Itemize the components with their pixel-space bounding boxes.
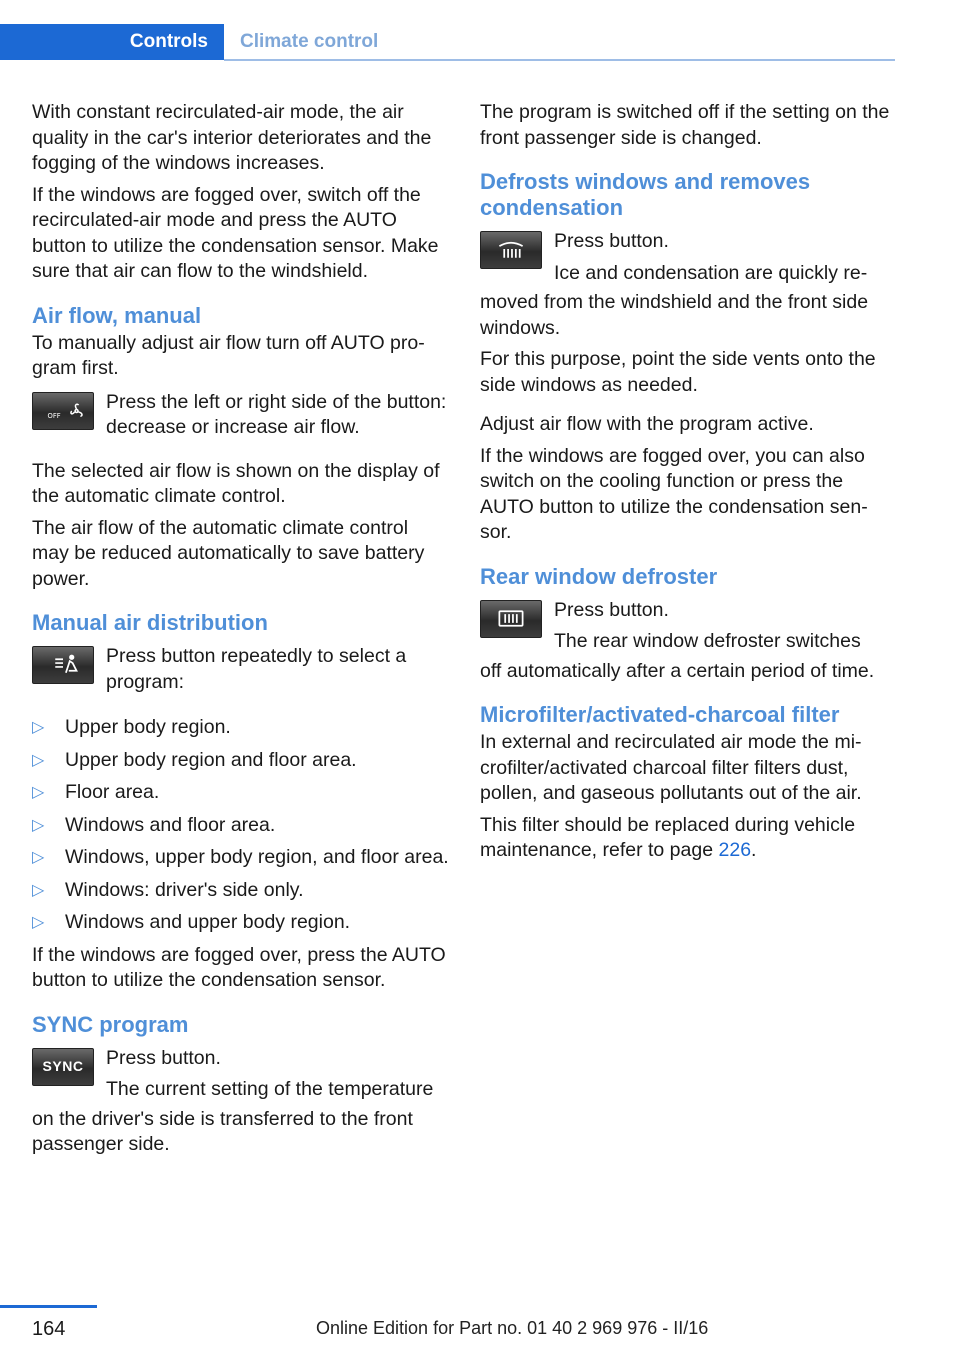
list-item: ▷ Windows: driver's side only. bbox=[32, 878, 450, 904]
bullet-triangle-icon: ▷ bbox=[32, 849, 45, 866]
button-description: The current setting of the temperature bbox=[106, 1078, 434, 1100]
left-column bbox=[32, 100, 450, 1164]
windshield-defrost-icon bbox=[481, 231, 541, 269]
sync-button-image bbox=[32, 1048, 94, 1086]
air-flow-button-image bbox=[32, 392, 94, 430]
paragraph: Adjust air flow with the program active. bbox=[480, 413, 814, 435]
paragraph: If the windows are fogged over, you can also switch on the cooling function or press the AUTO button to utilize the condensation sensor. bbox=[480, 444, 868, 543]
heading-sync-program: SYNC program bbox=[32, 1011, 189, 1037]
paragraph: on the driver's side is transferred to the front passenger side. bbox=[32, 1107, 413, 1155]
rear-defroster-button-image bbox=[480, 600, 542, 638]
tab-controls[interactable]: Controls bbox=[0, 24, 224, 60]
tab-climate-control[interactable]: Climate control bbox=[240, 31, 379, 52]
button-description: Press button repeatedly to select a program: bbox=[106, 645, 407, 693]
page-number: 164 bbox=[32, 1318, 66, 1340]
list-item: ▷ Windows and upper body region. bbox=[32, 910, 450, 936]
air-distribution-button-image bbox=[32, 646, 94, 684]
list-item: ▷ Floor area. bbox=[32, 780, 450, 806]
air-distribution-icon bbox=[33, 646, 93, 684]
fan-icon bbox=[71, 404, 82, 416]
button-description: Press button. bbox=[554, 230, 669, 252]
footer-edition: Online Edition for Part no. 01 40 2 969 976 - II/16 bbox=[316, 1318, 709, 1338]
distribution-button-row bbox=[32, 644, 450, 701]
bullet-triangle-icon: ▷ bbox=[32, 816, 45, 834]
button-description: Press button. bbox=[554, 598, 669, 621]
sync-button-row bbox=[32, 1046, 450, 1109]
paragraph: For this purpose, point the side vents onto the side windows as needed. bbox=[480, 348, 876, 396]
defrost-button-image bbox=[480, 231, 542, 269]
paragraph: The air flow of the automatic climate control may be reduced automatically to save battery power. bbox=[32, 516, 425, 590]
rear-defroster-button-row bbox=[480, 598, 890, 661]
air-flow-button-row bbox=[32, 390, 450, 447]
heading-defrost: Defrosts windows and removes condensation bbox=[480, 169, 811, 220]
paragraph: To manually adjust air flow turn off AUTO program first. bbox=[32, 331, 425, 379]
button-description: Press the left or right side of the button: decrease or increase air flow. bbox=[106, 390, 447, 438]
heading-rear-window-defroster: Rear window defroster bbox=[480, 563, 718, 589]
button-description: Press button. bbox=[106, 1046, 221, 1069]
list-item: ▷ Upper body region. bbox=[32, 715, 450, 741]
paragraph: moved from the windshield and the front side windows. bbox=[480, 291, 869, 339]
heading-manual-air-distribution: Manual air distribution bbox=[32, 610, 268, 635]
program-list bbox=[32, 715, 450, 936]
button-description: The rear window defroster switches bbox=[554, 630, 861, 652]
list-item: ▷ Upper body region and floor area. bbox=[32, 748, 450, 774]
heading-microfilter: Microfilter/activated-charcoal filter bbox=[480, 702, 840, 727]
bullet-triangle-icon: ▷ bbox=[32, 719, 45, 736]
page-number-bar bbox=[0, 1305, 97, 1308]
paragraph: In external and recirculated air mode the microfilter/activated charcoal filter filters dust, pollen, and gaseous pollutants out of the air. bbox=[480, 731, 862, 804]
off-label: OFF bbox=[47, 411, 61, 420]
list-item: ▷ Windows and floor area. bbox=[32, 813, 450, 839]
heading-air-flow: Air flow, manual bbox=[32, 302, 202, 328]
list-item: ▷ Windows, upper body region, and floor area. bbox=[32, 845, 450, 871]
sync-label: SYNC bbox=[42, 1057, 84, 1074]
paragraph: This filter should be replaced during vehicle maintenance, refer to page 226. bbox=[480, 813, 856, 861]
rear-defrost-icon bbox=[481, 600, 541, 638]
button-description: Ice and condensation are quickly re‑ bbox=[554, 261, 868, 284]
right-column bbox=[480, 100, 890, 870]
paragraph: If the windows are fogged over, switch off the recirculated-air mode and press the AUTO button to utilize the condensation sensor. Make sure that air can flow to the windshield. bbox=[32, 183, 439, 282]
bullet-triangle-icon: ▷ bbox=[32, 751, 45, 769]
header-tabs bbox=[0, 24, 895, 62]
header-rule bbox=[224, 59, 895, 61]
bullet-triangle-icon: ▷ bbox=[32, 881, 45, 899]
paragraph: off automatically after a certain period of time. bbox=[480, 659, 875, 682]
paragraph: The program is switched off if the setting on the front passenger side is changed. bbox=[480, 101, 890, 149]
page-link[interactable]: 226 bbox=[718, 839, 752, 861]
bullet-triangle-icon: ▷ bbox=[32, 784, 45, 801]
paragraph: The selected air flow is shown on the display of the automatic climate control. bbox=[32, 459, 440, 507]
bullet-triangle-icon: ▷ bbox=[32, 914, 45, 931]
paragraph: With constant recirculated-air mode, the air quality in the car's interior deteriorates and the fogging of the windows increases. bbox=[32, 101, 432, 174]
paragraph: If the windows are fogged over, press the AUTO button to utilize the condensation sensor. bbox=[32, 943, 446, 991]
defrost-button-row bbox=[480, 229, 890, 292]
